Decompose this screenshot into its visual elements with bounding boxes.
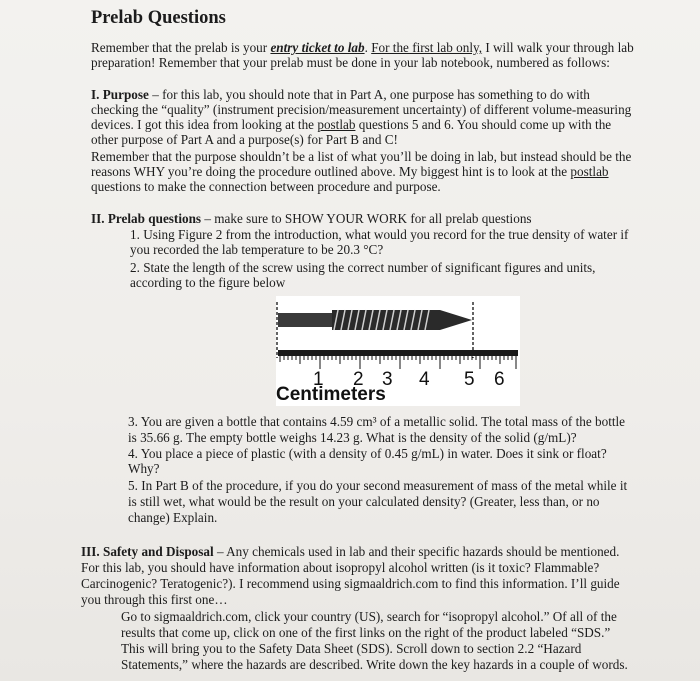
ruler-number-5: 5 [464,369,475,390]
ruler-ticks [280,356,516,369]
question-2-line-1: 2. State the length of the screw using the correct number of significant figures and units, [130,260,596,275]
purpose-line-4: other purpose of Part A and a purpose(s) for Part B and C! [91,132,398,147]
question-1-line-1: 1. Using Figure 2 from the introduction, what would you record for the true density of water if [130,227,629,242]
question-4-line-1: 4. You place a piece of plastic (with a density of 0.45 g/mL) in water. Does it sink or float? [128,446,607,461]
question-5-line-3: change) Explain. [128,510,218,525]
purpose-line-7: questions to make the connection between procedure and purpose. [91,179,441,194]
purpose-line-2: checking the “quality” (instrument precision/measurement uncertainty) of different volume-measuring [91,102,632,117]
screw-ruler-figure [276,296,520,406]
ruler-number-4: 4 [419,369,430,390]
ruler-number-3: 3 [382,369,393,390]
question-2-line-2: according to the figure below [130,275,286,290]
ruler-unit-label: Centimeters [276,384,386,405]
question-3-line-1: 3. You are given a bottle that contains 4.59 cm³ of a metallic solid. The total mass of the bottle [128,414,626,429]
safety-line-8: Statements,” where the hazards are described. Write down the key hazards in a couple of words. [121,657,628,672]
screw-icon [278,310,472,330]
safety-line-1: III. Safety and Disposal – Any chemicals used in lab and their specific hazards should be mentioned. [81,544,620,559]
safety-line-4: you through this first one… [81,592,228,607]
purpose-line-6: reasons WHY you’re doing the procedure outlined above. My biggest hint is to look at the postlab [91,164,609,179]
purpose-heading: I. Purpose [91,87,149,102]
safety-line-2: For this lab, you should have information about isopropyl alcohol written (is it toxic? Flammable? [81,560,600,575]
safety-line-3: Carcinogenic? Teratogenic?). I recommend using sigmaaldrich.com to find this information. I’ll guide [81,576,620,591]
prelab-heading: II. Prelab questions [91,211,202,226]
ruler-number-1: 1 [313,369,324,390]
question-1-line-2: you recorded the lab temperature to be 20.3 °C? [130,242,384,257]
intro-line-2: preparation! Remember that your prelab must be done in your lab notebook, numbered as follows: [91,55,610,70]
purpose-line-1: I. Purpose – for this lab, you should note that in Part A, one purpose has something to do with [91,87,590,102]
safety-line-5: Go to sigmaaldrich.com, click your country (US), search for “isopropyl alcohol.” Of all of the [121,609,617,624]
purpose-line-5: Remember that the purpose shouldn’t be a list of what you’ll be doing in lab, but instead should be the [91,149,632,164]
safety-line-6: results that come up, click on one of the first links on the right of the product labeled “SDS.” [121,625,611,640]
purpose-line-3: devices. I got this idea from looking at the postlab questions 5 and 6. You should come up with the [91,117,612,132]
intro-line-1: Remember that the prelab is your entry ticket to lab. For the first lab only, I will walk your through lab [91,40,634,55]
entry-ticket-emphasis: entry ticket to lab [270,40,365,55]
ruler-number-2: 2 [353,369,364,390]
safety-line-7: This will bring you to the Safety Data Sheet (SDS). Scroll down to section 2.2 “Hazard [121,641,582,656]
ruler-bar [278,350,518,356]
question-4-line-2: Why? [128,461,160,476]
question-3-line-2: is 35.66 g. The empty bottle weighs 14.23 g. What is the density of the solid (g/mL)? [128,430,577,445]
page-title: Prelab Questions [91,8,226,28]
question-5-line-1: 5. In Part B of the procedure, if you do your second measurement of mass of the metal while it [128,478,628,493]
ruler-number-6: 6 [494,369,505,390]
question-5-line-2: is still wet, what would be the result on your calculated density? (Greater, less than, or no [128,494,600,509]
safety-heading: III. Safety and Disposal [81,544,214,559]
prelab-intro: II. Prelab questions – make sure to SHOW YOUR WORK for all prelab questions [91,211,532,226]
